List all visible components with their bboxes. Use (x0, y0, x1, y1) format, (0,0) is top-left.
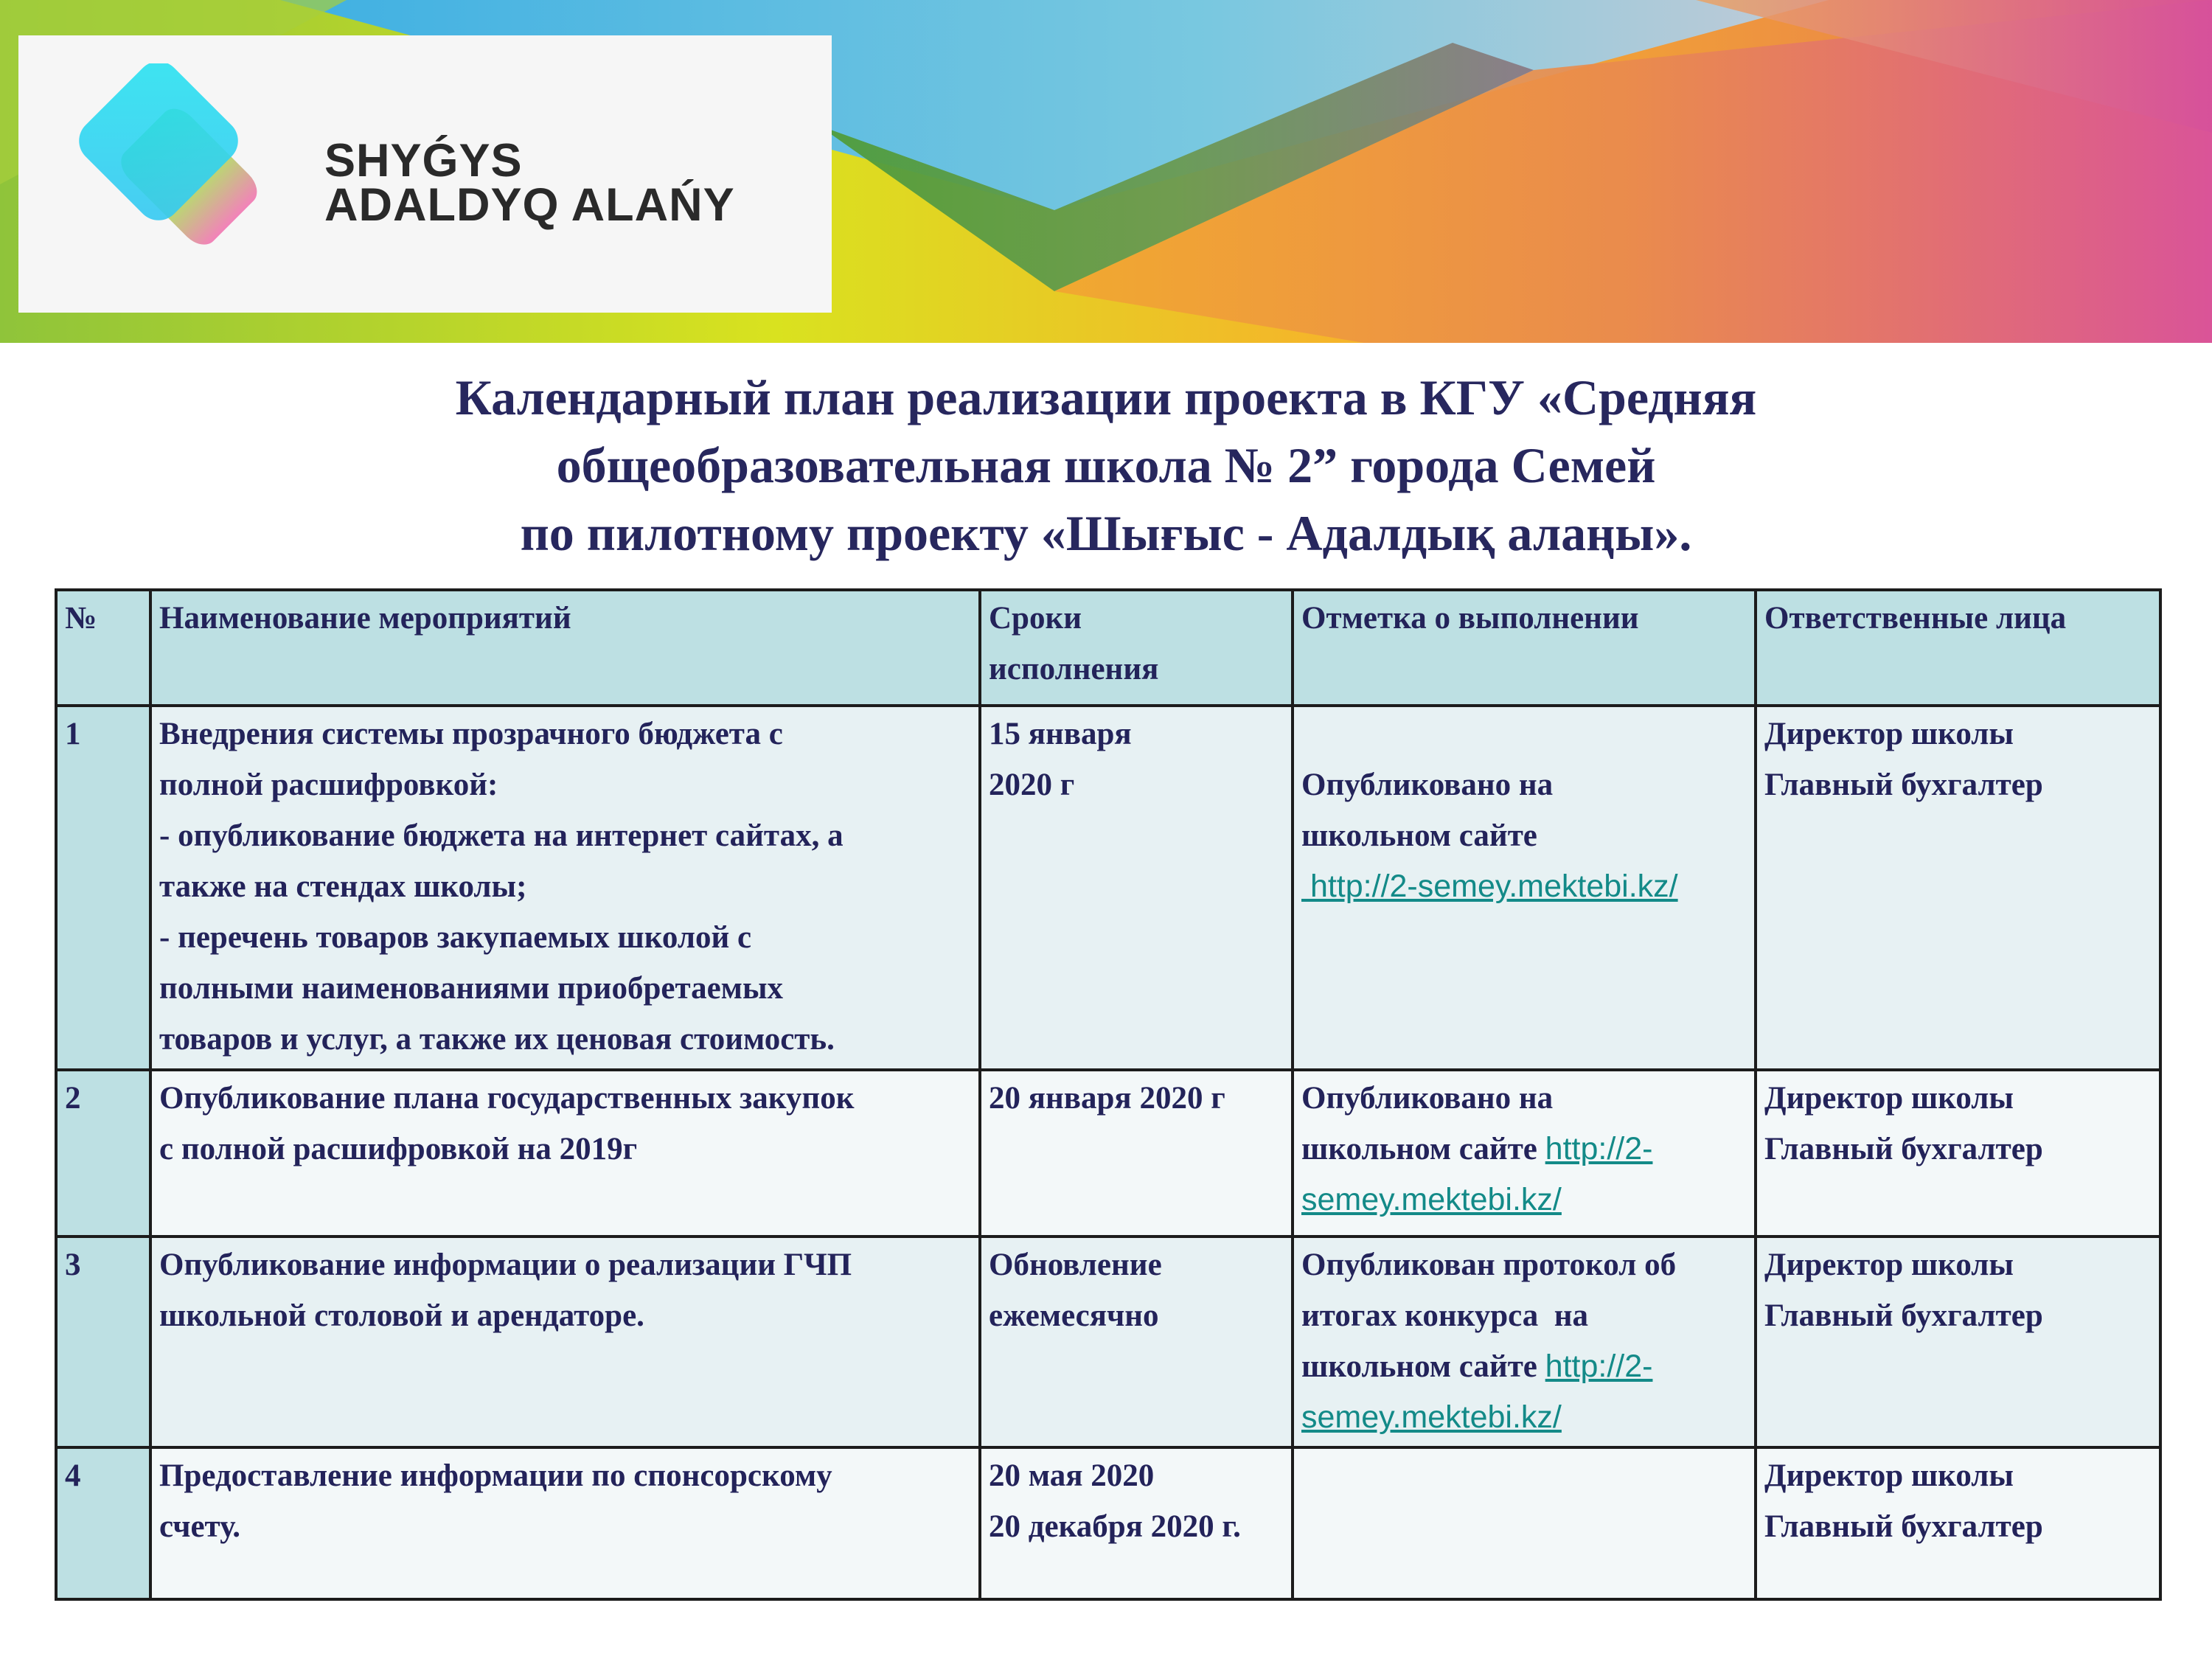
cell-line: Главный бухгалтер (1764, 1132, 2043, 1166)
cell-line (1301, 1124, 1747, 1175)
cell-line: Директор школы (1764, 717, 2014, 751)
title-line-3: по пилотному проекту «Шығыс - Адалдық алаңы». (520, 505, 1692, 561)
row-activity-name (150, 1237, 980, 1447)
row-activity-name (150, 706, 980, 1070)
school-site-link-continued[interactable]: semey.mektebi.kz/ (1301, 1399, 1562, 1435)
row-activity-name (150, 1447, 980, 1599)
cell-line: Директор школы (1764, 1248, 2014, 1282)
header-completion-mark: Отметка о выполнении (1293, 590, 1756, 706)
plan-table (55, 588, 2162, 1601)
cell-line: Опубликовано на (1301, 768, 1554, 802)
cell-line: Обновление (989, 1248, 1162, 1282)
row-completion-mark (1293, 706, 1756, 1070)
school-site-link[interactable]: http://2-semey.mektebi.kz/ (1301, 869, 1678, 904)
cell-line: Директор школы (1764, 1081, 2014, 1116)
cell-line: товаров и услуг, а также их ценовая стоимость. (159, 1022, 835, 1057)
table-row (56, 1447, 2160, 1599)
row-number: 2 (56, 1070, 150, 1237)
cell-line: Опубликован протокол об (1301, 1248, 1677, 1282)
header-responsible: Ответственные лица (1756, 590, 2160, 706)
row-completion-mark (1293, 1237, 1756, 1447)
cell-line: Главный бухгалтер (1764, 1509, 2043, 1544)
cell-line: Опубликовано на (1301, 1081, 1554, 1116)
cell-line: 20 мая 2020 (989, 1458, 1155, 1493)
row-number: 4 (56, 1447, 150, 1599)
row-responsible (1756, 706, 2160, 1070)
row-number: 3 (56, 1237, 150, 1447)
cell-line: - перечень товаров закупаемых школой с (159, 920, 752, 955)
logo-box (18, 35, 832, 313)
page-title (0, 364, 2212, 567)
row-number: 1 (56, 706, 150, 1070)
row-completion-mark (1293, 1070, 1756, 1237)
cell-line: Опубликование информации о реализации ГЧП (159, 1248, 852, 1282)
row-responsible (1756, 1237, 2160, 1447)
cell-line: полной расшифровкой: (159, 768, 498, 802)
cell-line: Главный бухгалтер (1764, 768, 2043, 802)
header-terms-line-2: исполнения (989, 652, 1159, 686)
row-activity-name (150, 1070, 980, 1237)
cell-line: итогах конкурса на (1301, 1298, 1589, 1333)
cell-line: 2020 г (989, 768, 1075, 802)
row-responsible (1756, 1070, 2160, 1237)
table-row (56, 1237, 2160, 1447)
logo-line-1: SHYǴYS (324, 135, 523, 187)
cell-line: ежемесячно (989, 1298, 1159, 1333)
cell-line: 20 декабря 2020 г. (989, 1509, 1241, 1544)
header-number: № (56, 590, 150, 706)
school-site-link[interactable]: http://2- (1545, 1131, 1653, 1166)
cell-line: счету. (159, 1509, 241, 1544)
header-terms-line-1: Сроки (989, 601, 1082, 636)
table-header-row (56, 590, 2160, 706)
cell-line: Предоставление информации по спонсорскому (159, 1458, 832, 1493)
cell-line: с полной расшифровкой на 2019г (159, 1132, 638, 1166)
cell-line: - опубликование бюджета на интернет сайтах, а (159, 818, 844, 853)
header-terms (980, 590, 1293, 706)
row-completion-mark (1293, 1447, 1756, 1599)
cell-line: Директор школы (1764, 1458, 2014, 1493)
cell-line (1301, 1341, 1747, 1392)
row-terms (980, 1447, 1293, 1599)
table-row (56, 1070, 2160, 1237)
row-terms (980, 1237, 1293, 1447)
cell-line: школьной столовой и арендаторе. (159, 1298, 644, 1333)
school-site-link-continued[interactable]: semey.mektebi.kz/ (1301, 1182, 1562, 1217)
cell-text: школьном сайте (1301, 1132, 1545, 1166)
cell-line: Внедрения системы прозрачного бюджета с (159, 717, 783, 751)
row-terms (980, 1070, 1293, 1237)
cell-line: 20 января 2020 г (989, 1081, 1225, 1116)
cell-line: Главный бухгалтер (1764, 1298, 2043, 1333)
logo-line-2: ADALDYQ ALAŃY (324, 179, 735, 231)
cell-line: полными наименованиями приобретаемых (159, 971, 784, 1006)
cell-line: также на стендах школы; (159, 869, 527, 904)
school-site-link[interactable]: http://2- (1545, 1349, 1653, 1384)
cell-line: Опубликование плана государственных закупок (159, 1081, 855, 1116)
table-row (56, 706, 2160, 1070)
logo-diamonds-icon (52, 63, 317, 285)
cell-line: школьном сайте (1301, 818, 1537, 853)
title-line-2: общеобразовательная школа № 2” города Семей (556, 437, 1656, 493)
logo-text (324, 135, 735, 231)
header-activity-name: Наименование мероприятий (150, 590, 980, 706)
row-responsible (1756, 1447, 2160, 1599)
cell-line (1301, 709, 1747, 759)
header-banner (0, 0, 2212, 343)
row-terms (980, 706, 1293, 1070)
cell-text: школьном сайте (1301, 1349, 1545, 1384)
title-line-1: Календарный план реализации проекта в КГУ «Средняя (455, 369, 1757, 425)
cell-line: 15 января (989, 717, 1132, 751)
